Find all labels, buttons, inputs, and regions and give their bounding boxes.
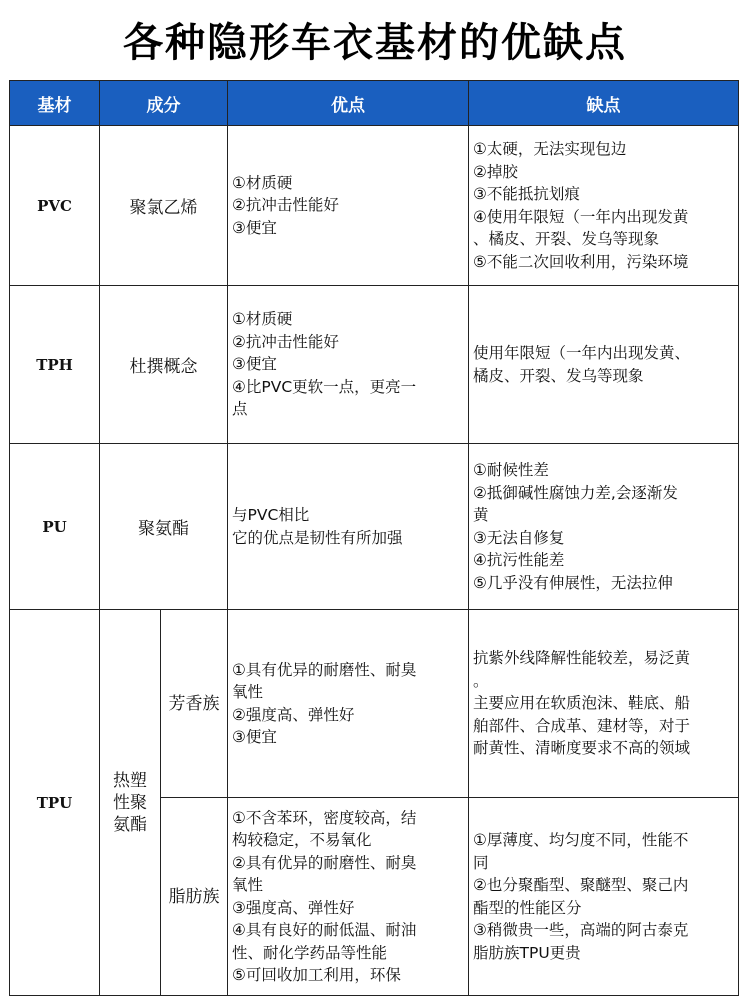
text-line: ⑤几乎没有伸展性，无法拉伸 (473, 573, 673, 592)
pros-pvc (228, 126, 469, 286)
text-line: ②抗冲击性能好 (232, 196, 339, 215)
composition-tph: 杜撰概念 (100, 286, 228, 444)
cons-tpu-aliphatic (469, 798, 739, 996)
table-row-tpu-aromatic (10, 610, 739, 798)
composition-pu: 聚氨酯 (100, 444, 228, 610)
text-line: ②强度高、弹性好 (232, 705, 355, 724)
text-line: ④使用年限短（一年内出现发黄 (473, 207, 689, 226)
cons-tpu-aromatic (469, 610, 739, 798)
text-line: ③稍微贵一些，高端的阿古泰克 (473, 921, 689, 939)
text-line: ③无法自修复 (473, 528, 565, 547)
text-line: 构较稳定，不易氧化 (232, 831, 372, 849)
text-line: ③不能抵抗划痕 (473, 185, 580, 203)
subtype-aromatic: 芳香族 (161, 610, 228, 798)
text-line: 主要应用在软质泡沫、鞋底、船 (473, 694, 691, 713)
pros-tph (228, 286, 469, 444)
text-line: ⑤不能二次回收利用，污染环境 (473, 252, 689, 271)
comparison-table (9, 80, 739, 996)
text-line: ③便宜 (232, 355, 277, 374)
text-line: 与PVC相比 (232, 506, 310, 524)
text-line: ④抗污性能差 (473, 551, 565, 569)
base-tph: TPH (10, 286, 100, 444)
base-pu: PU (10, 444, 100, 610)
text-line: ⑤可回收加工利用，环保 (232, 966, 401, 984)
text-line: 酯型的性能区分 (473, 898, 582, 917)
text-line: ②具有优异的耐磨性、耐臭 (232, 853, 417, 872)
text-line: ④具有良好的耐低温、耐油 (232, 921, 417, 939)
text-line: 。 (473, 671, 489, 690)
cons-tph (469, 286, 739, 444)
cons-pu (469, 444, 739, 610)
text-line: 抗紫外线降解性能较差，易泛黄 (473, 649, 691, 668)
header-composition: 成分 (100, 81, 228, 126)
pros-tpu-aliphatic (228, 798, 469, 996)
composition-tpu (100, 610, 161, 996)
text-line: 氨酯 (113, 814, 147, 835)
pros-pu (228, 444, 469, 610)
header-base: 基材 (10, 81, 100, 126)
text-line: 、橘皮、开裂、发乌等现象 (473, 230, 660, 248)
text-line: 耐黄性、清晰度要求不高的领域 (473, 739, 691, 758)
text-line: 氧性 (232, 683, 264, 701)
text-line: ③便宜 (232, 728, 277, 746)
header-pros: 优点 (228, 81, 469, 126)
base-pvc: PVC (10, 126, 100, 286)
cons-pvc (469, 126, 739, 286)
text-line: ①具有优异的耐磨性、耐臭 (232, 660, 417, 679)
text-line: 热塑 (113, 770, 147, 791)
text-line: 脂肪族TPU更贵 (473, 943, 581, 962)
table-header-row (10, 81, 739, 126)
text-line: 舶部件、合成革、建材等，对于 (473, 716, 691, 735)
text-line: 性聚 (113, 792, 147, 813)
text-line: ①厚薄度、均匀度不同，性能不 (473, 831, 689, 849)
text-line: ④比PVC更软一点，更亮一 (232, 377, 417, 396)
base-tpu: TPU (10, 610, 100, 996)
table-row-tph (10, 286, 739, 444)
text-line: ①耐候性差 (473, 461, 549, 479)
text-line: 它的优点是韧性有所加强 (232, 528, 403, 547)
text-line: 氧性 (232, 876, 264, 894)
text-line: ③便宜 (232, 218, 277, 237)
composition-pvc: 聚氯乙烯 (100, 126, 228, 286)
text-line: 性、耐化学药品等性能 (232, 943, 388, 962)
text-line: 橘皮、开裂、发乌等现象 (473, 366, 644, 385)
text-line: ②也分聚酯型、聚醚型、聚己内 (473, 876, 689, 894)
text-line: 点 (232, 400, 248, 419)
text-line: ②掉胶 (473, 162, 518, 181)
text-line: ①材质硬 (232, 310, 293, 329)
subtype-aliphatic: 脂肪族 (161, 798, 228, 996)
text-line: 同 (473, 853, 489, 872)
text-line: ②抵御碱性腐蚀力差,会逐渐发 (473, 483, 678, 502)
text-line: ①不含苯环，密度较高，结 (232, 808, 417, 827)
text-line: ③强度高、弹性好 (232, 898, 355, 917)
text-line: ②抗冲击性能好 (232, 332, 339, 351)
table-row-pvc (10, 126, 739, 286)
pros-tpu-aromatic (228, 610, 469, 798)
table-row-pu (10, 444, 739, 610)
text-line: ①太硬，无法实现包边 (473, 140, 627, 158)
text-line: 黄 (473, 506, 489, 524)
page-title: 各种隐形车衣基材的优缺点 (123, 20, 627, 66)
text-line: ①材质硬 (232, 173, 293, 192)
text-line: 使用年限短（一年内出现发黄、 (473, 344, 691, 362)
header-cons: 缺点 (469, 81, 739, 126)
